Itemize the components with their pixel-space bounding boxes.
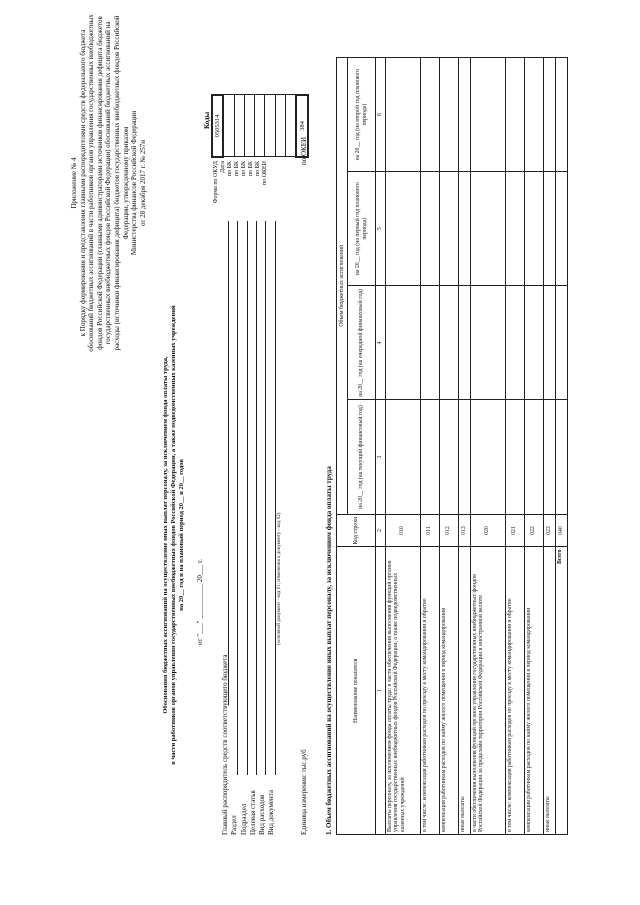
document-type-hint: (основной документ - код 01; изменения к документу - код 02) [277,512,282,645]
row-value-col-6 [385,58,420,172]
col-number-3: 3 [376,400,386,514]
row-value-col-6 [470,58,505,172]
row-code: 022 [524,514,543,547]
table-row [385,58,420,835]
row-value-col-6 [420,58,439,172]
row-indicator-name: иные выплаты [458,547,470,835]
row-value-col-6 [505,58,524,172]
row-value-col-6 [543,58,555,172]
row-code: 023 [543,514,555,547]
field-line-expense-type [265,221,266,775]
row-value-col-6 [555,58,567,172]
row-code: 013 [458,514,470,547]
code-bk-2 [244,95,254,157]
table-body [385,58,567,835]
code-label-bk-5: по БК [255,161,261,177]
code-label-bk-1: по БК [227,161,233,177]
header-volume: Объем бюджетных ассигнований [337,58,348,515]
document-title [162,285,186,785]
row-code: 040 [555,514,567,547]
row-value-col-5 [385,172,420,286]
row-value-col-5 [505,172,524,286]
title-line-1: Обоснования бюджетных ассигнований на осуществление иных выплат персоналу, за исключением фонда оплаты труда, [162,356,169,714]
header-row-code: Код строки [337,514,376,547]
row-code: 011 [420,514,439,547]
code-blank [286,95,297,157]
row-value-col-6 [458,58,470,172]
appendix-order: от 28 декабря 2017 г. № 257н [138,139,147,227]
header-year-plan-1: на 20__ год (на первый год планового периода) [348,172,376,286]
header-indicator: Наименование показателя [337,547,376,835]
row-value-col-3 [385,400,420,514]
table-row [458,58,470,835]
code-labels [213,161,269,215]
field-line-subsection [247,221,248,775]
code-label-bk-3: по БК [241,161,247,177]
col-number-6: 6 [376,58,386,172]
field-expense-type: Вид расходов [258,794,267,835]
row-value-col-6 [524,58,543,172]
table-row [543,58,555,835]
codes-header: Коды [203,111,211,129]
field-subsection: Подраздел [239,803,248,835]
row-value-col-3 [470,400,505,514]
row-code: 010 [385,514,420,547]
row-indicator-name: Всего [555,547,567,835]
field-section: Раздел [230,815,239,835]
row-value-col-3 [505,400,524,514]
row-indicator-name: в части обеспечения выполнения функций органов управления государственных внебюджетных фондов Российской Федерации за пределами территории Российской Федерации в иностранной валюте [470,547,505,835]
field-line-document-type [275,221,276,775]
row-value-col-5 [458,172,470,286]
form-fields [221,655,277,835]
row-indicator-name: в том числе: компенсация работникам расходов по проезду к месту командирования и обратно [420,547,439,835]
row-value-col-4 [555,286,567,400]
code-okei: 384 [296,95,307,157]
field-line-manager [228,221,229,705]
col-number-5: 5 [376,172,386,286]
row-value-col-4 [524,286,543,400]
field-document-type: Вид документа [267,789,276,835]
row-value-col-5 [524,172,543,286]
row-value-col-4 [470,286,505,400]
row-value-col-4 [385,286,420,400]
header-year-next: на 20__ год (на очередной финансовый год) [348,286,376,400]
row-value-col-3 [439,400,458,514]
row-value-col-4 [420,286,439,400]
col-number-4: 4 [376,286,386,400]
table-row [439,58,458,835]
row-value-col-5 [470,172,505,286]
row-value-col-6 [439,58,458,172]
row-indicator-name: Выплаты персоналу, за исключением фонда оплаты труда: в части обеспечения выполнения функций органов управления государственных внебюджетных фондов Российской Федерации, а также подведомственных казенных учреждений [385,547,420,835]
header-year-plan-2: на 20__ год (на второй год планового периода) [348,58,376,172]
field-target-article: Целевая статья [248,790,257,835]
code-label-okei: по ОКЕИ [262,161,268,186]
code-label-okud: Форма по ОКУД [213,161,219,204]
row-indicator-name: компенсация работникам расходов по найму жилого помещения в период командирования [524,547,543,835]
table-row [470,58,505,835]
section-heading: 1. Объем бюджетных ассигнований на осуществление иных выплат персоналу, за исключением фонда оплаты труда [325,466,333,835]
code-okud: 0505314 [212,95,223,157]
appendix-number: Приложение № 4 [70,157,78,209]
code-label-date: Дата [220,161,226,173]
code-bk-1 [234,95,244,157]
row-value-col-5 [555,172,567,286]
units-okei-label: по ОКЕИ [300,136,308,165]
code-bk-4 [265,95,275,157]
row-value-col-4 [505,286,524,400]
table-row [505,58,524,835]
row-code: 020 [470,514,505,547]
row-value-col-5 [543,172,555,286]
row-value-col-3 [524,400,543,514]
table-row [420,58,439,835]
table-row [524,58,543,835]
row-indicator-name: иные выплаты [543,547,555,835]
main-table [336,57,568,835]
row-value-col-3 [555,400,567,514]
row-value-col-4 [543,286,555,400]
code-label-bk-4: по БК [248,161,254,177]
row-code: 021 [505,514,524,547]
row-value-col-5 [439,172,458,286]
col-number-1: 1 [376,547,386,835]
row-value-col-3 [420,400,439,514]
codes-table [211,94,309,158]
code-bk-5 [275,95,285,157]
appendix-block [70,13,147,353]
row-value-col-4 [439,286,458,400]
row-value-col-3 [543,400,555,514]
row-value-col-4 [458,286,470,400]
date-line: от "___" __________ 20___ г. [196,558,204,645]
table-row [555,58,567,835]
row-value-col-5 [420,172,439,286]
title-line-2: в части работников органов управления государственных внебюджетных фондов Российской Федерации, а также подведомственных казенных учреждений [170,305,177,765]
row-code: 012 [439,514,458,547]
title-line-3: на 20__ год и на плановый период 20__ и 20__ годов [178,459,185,611]
row-value-col-3 [458,400,470,514]
row-indicator-name: компенсация работникам расходов по найму жилого помещения в период командирования [439,547,458,835]
header-year-current: на 20__ год (на текущий финансовый год) [348,400,376,514]
appendix-text: к Порядку формирования и представления главными распорядителями средств федерального бюджета обоснований бюджетных ассигнований в части работников органов управления государственных внебюджетных фондов Российской Федерации (главными администраторами источников финансирования дефицита бюджетов государственных внебюджетных фондов Российской Федерации) обоснований бюджетных ассигнований на расходы (источники финансирования дефицита) бюджетов государственных внебюджетных фондов Российской Федерации, утвержденному приказом [78,14,130,352]
col-number-2: 2 [376,514,386,547]
code-bk-3 [255,95,265,157]
code-label-bk-2: по БК [234,161,240,177]
field-line-section [237,221,238,775]
code-date [223,95,234,157]
field-manager: Главный распорядитель средств соответствующего бюджета [221,654,229,835]
field-line-target-article [256,221,257,775]
appendix-ministry: Министерства финансов Российской Федерации [130,110,139,256]
units-label: Единица измерения: тыс.руб [300,749,308,835]
row-indicator-name: в том числе: компенсация работникам расходов по проезду к месту командирования и обратно [505,547,524,835]
